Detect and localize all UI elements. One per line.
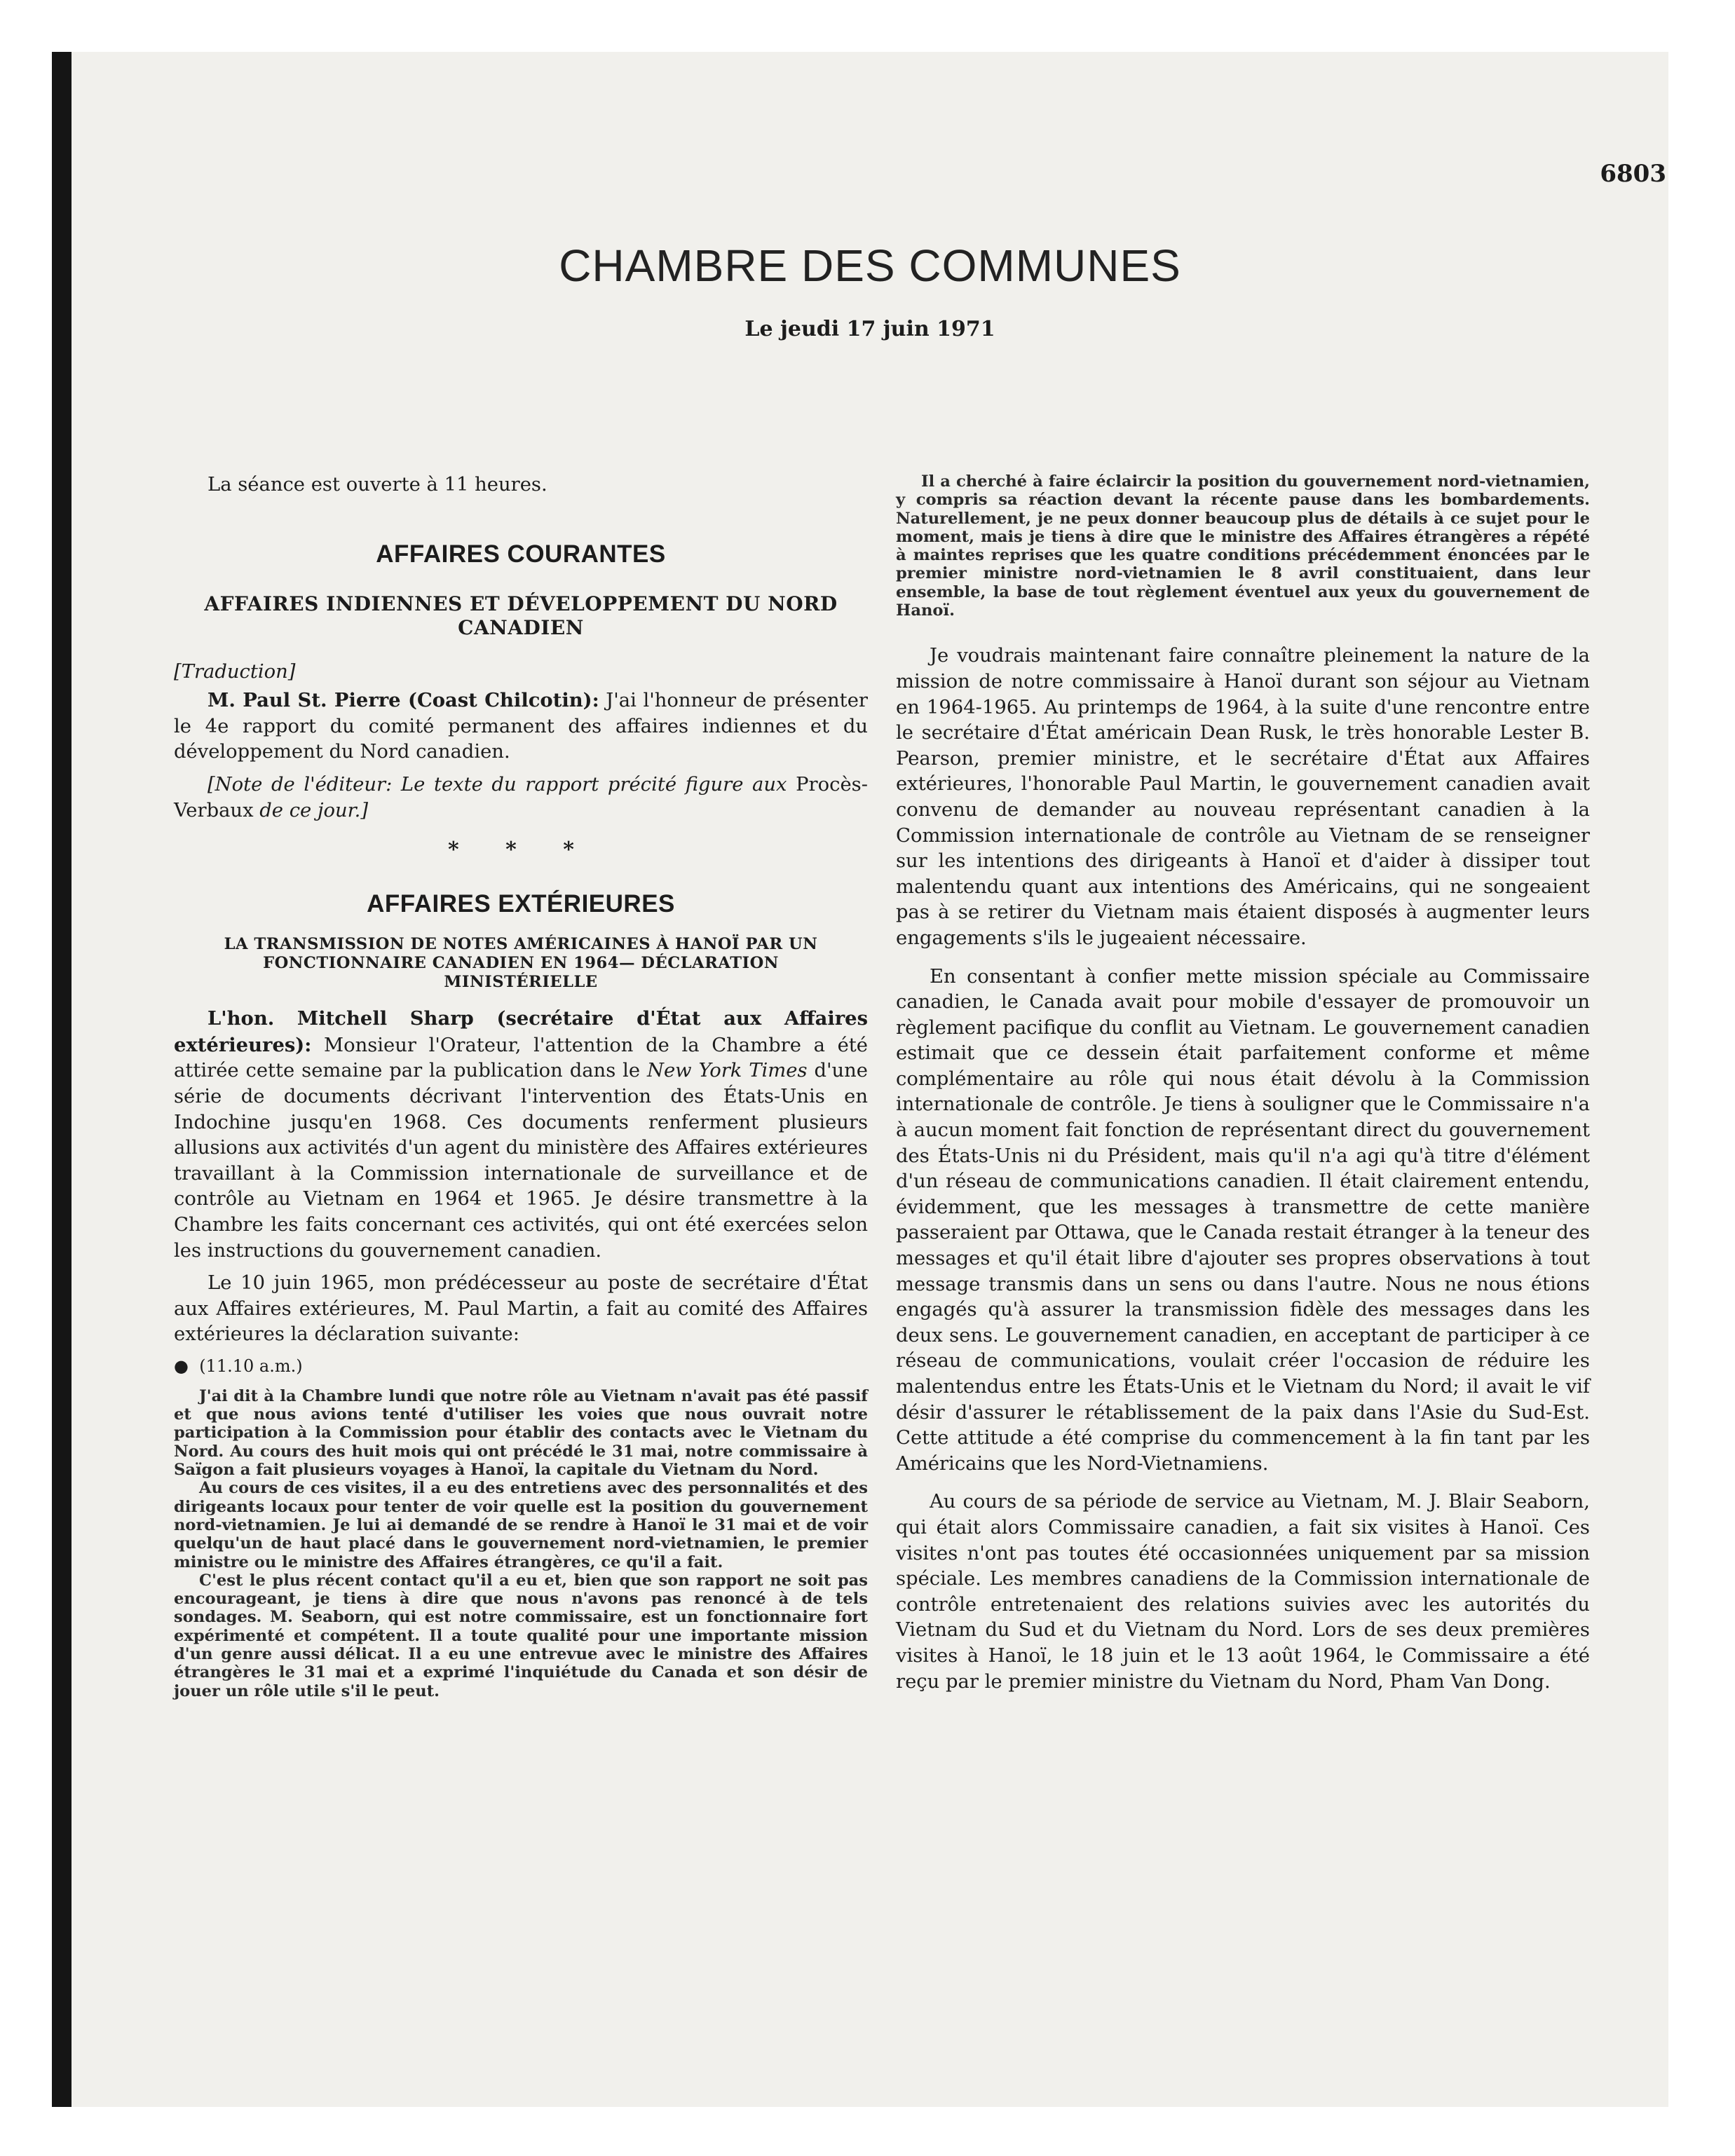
sitting-date: Le jeudi 17 juin 1971 [744,317,995,341]
time-marker-line [174,1355,868,1377]
sharp-paragraph-1 [174,1006,868,1264]
visits-paragraph: Au cours de sa période de service au Vietnam, M. J. Blair Seaborn, qui était alors Commissaire canadien, a fait six visites à Hanoï. Ces visites n'ont pas toutes été occasionnées uniquement par sa mission spéciale. Les membres canadiens de la Commission internationale de contrôle entretenaient des relations suivies avec les autorités du Vietnam du Sud et du Vietnam du Nord. Lors de ses deux premières visites à Hanoï, le 18 juin et le 13 août 1964, le Commissaire a été reçu par le premier ministre du Vietnam du Nord, Pham Van Dong. [896,1491,1590,1693]
editor-note [174,772,868,824]
mission-paragraph: Je voudrais maintenant faire connaître pleinement la nature de la mission de notre commissaire à Hanoï durant son séjour au Vietnam en 1964-1965. Au printemps de 1964, à la suite d'une rencontre entre le secrétaire d'État américain Dean Rusk, le très honorable Lester B. Pearson, premier ministre, et le secrétaire d'État aux Affaires extérieures, l'honorable Paul Martin, le gouvernement canadien avait convenu de demander au nouveau représentant canadien à la Commission internationale de contrôle au Vietnam de se renseigner sur les intentions des dirigeants à Hanoï et d'aider à dissiper tout malentendu quant aux intentions des Américains, qui ne songeaient pas à se retirer du Vietnam mais étaient disposés à augmenter leurs engagements s'ils le jugeaient nécessaire. [896,645,1590,949]
indian-affairs-heading: AFFAIRES INDIENNES ET DÉVELOPPEMENT DU NORD CANADIEN [204,592,838,639]
stpierre-text: J'ai l'honneur de présenter le 4e rapport du comité permanent des affaires indiennes et du développement du Nord canadien. [174,690,868,763]
editor-note-pv: Procès-Verbaux [174,773,868,821]
mandate-paragraph: En consentant à confier mette mission spéciale au Commissaire canadien, le Canada avait pour mobile d'essayer de promouvoir un règlement pacifique du conflit au Vietnam. Le gouvernement canadien estimait que ce dessein était parfaitement conforme et même complémentaire au rôle qui nous était dévolu à la Commission internationale de contrôle. Je tiens à souligner que le Commissaire n'a à aucun moment fait fonction de représentant direct du gouvernement des États-Unis ni du Président, mais qu'il n'a agi qu'à titre d'élément d'un réseau de communications canadien. Il était clairement entendu, évidemment, que les messages à transmettre de cette manière passeraient par Ottawa, que le Canada restait étranger à la teneur des messages et qu'il était libre d'ajouter ses propres observations à tout message transmis dans un sens ou dans l'autre. Nous ne nous étions engagés qu'à assurer la transmission fidèle des messages dans les deux sens. Le gouvernement canadien, en acceptant de participer à ce réseau de communications, voulait créer l'occasion de réduire les malentendus entre les États-Unis et le Vietnam du Nord; il avait le vif désir d'assurer le rétablissement de la paix dans l'Asie du Sud-Est. Cette attitude a été comprise du commencement à la fin tant par les Américains que les Nord-Vietnamiens. [896,965,1590,1475]
quote-paragraph-1: J'ai dit à la Chambre lundi que notre rôle au Vietnam n'avait pas été passif et que nous avions tenté d'utiliser les voies que nous ouvrait notre participation à la Commission pour établir des contacts avec le Vietnam du Nord. Au cours des huit mois qui ont précédé le 31 mai, notre commissaire à Saïgon a fait plusieurs voyages à Hanoï, la capitale du Vietnam du Nord. [174,1386,868,1480]
section-separator: * * * [448,838,594,863]
left-column [174,472,868,1700]
editor-note-open: [Note de l'éditeur: Le texte du rapport précité figure aux [207,773,787,796]
right-column [896,472,1590,1702]
bullet-dot-icon: ● [174,1356,189,1376]
external-affairs-heading: AFFAIRES EXTÉRIEURES [367,890,675,918]
nyt-title: New York Times [647,1060,808,1082]
sharp-speaker: L'hon. Mitchell Sharp (secrétaire d'État aux Affaires extérieures): [174,1007,868,1056]
routine-heading: AFFAIRES COURANTES [376,540,666,568]
stpierre-paragraph [174,688,868,765]
time-marker: (11.10 a.m.) [199,1356,303,1376]
sharp-text-b: d'une série de documents décrivant l'intervention des États-Unis en Indochine jusqu'en 1968. Ces documents renferment plusieurs allusions aux activités d'un agent du ministère des Affaires extérieures travaillant à la Commission internationale de surveillance et de contrôle au Vietnam en 1964 et 1965. Je désire transmettre à la Chambre les faits concernant ces activités, qui ont été exercées selon les instructions du gouvernement canadien. [174,1060,868,1262]
scan-binding-edge [52,52,72,2107]
quote-paragraph-3: C'est le plus récent contact qu'il a eu et, bien que son rapport ne soit pas encourageant, je tiens à dire que nous n'avons pas renoncé à de tels sondages. M. Seaborn, qui est notre commissaire, est un fonctionnaire fort expérimenté et compétent. Il a toute qualité pour une importante mission d'un genre aussi délicat. Il a eu une entrevue avec le ministre des Affaires étrangères le 31 mai et a exprimé l'inquiétude du Canada et son désir de jouer un rôle utile s'il le peut. [174,1571,868,1700]
stpierre-speaker: M. Paul St. Pierre (Coast Chilcotin): [207,689,599,712]
page-number: 6803 [1600,160,1666,188]
quote-paragraph-2: Au cours de ces visites, il a eu des entretiens avec des personnalités et des dirigeants locaux pour tenter de voir quelle est la position du gouvernement nord-vietnamien. Je lui ai demandé de se rendre à Hanoï le 31 mai et de voir quelqu'un de haut placé dans le gouvernement nord-vietnamien, le premier ministre ou le ministre des Affaires étrangères, ce qu'il a fait. [174,1479,868,1571]
sitting-opening: La séance est ouverte à 11 heures. [207,474,547,496]
editor-note-close: de ce jour.] [259,799,369,821]
sharp-paragraph-2: Le 10 juin 1965, mon prédécesseur au poste de secrétaire d'État aux Affaires extérieures, M. Paul Martin, a fait au comité des Affaires extérieures la déclaration suivante: [174,1272,868,1346]
quote-paragraph-4: Il a cherché à faire éclaircir la position du gouvernement nord-vietnamien, y compris sa réaction devant la récente pause dans les bombardements. Naturellement, je ne peux donner beaucoup plus de détails à ce sujet pour le moment, mais je tiens à dire que le ministre des Affaires étrangères a répété à maintes reprises que les quatre conditions précédemment énoncées par le premier ministre nord-vietnamien le 8 avril constituaient, dans leur ensemble, la base de tout règlement éventuel aux yeux du gouvernement de Hanoï. [896,472,1590,620]
transmission-heading: LA TRANSMISSION DE NOTES AMÉRICAINES À HANOÏ PAR UN FONCTIONNAIRE CANADIEN EN 1964— DÉCLARATION MINISTÉRIELLE [224,935,818,992]
document-page [72,52,1668,2107]
chamber-title: CHAMBRE DES COMMUNES [559,240,1181,291]
sharp-text-a: Monsieur l'Orateur, l'attention de la Chambre a été attirée cette semaine par la publication dans le [174,1034,868,1082]
translation-tag: [Traduction] [174,660,296,683]
